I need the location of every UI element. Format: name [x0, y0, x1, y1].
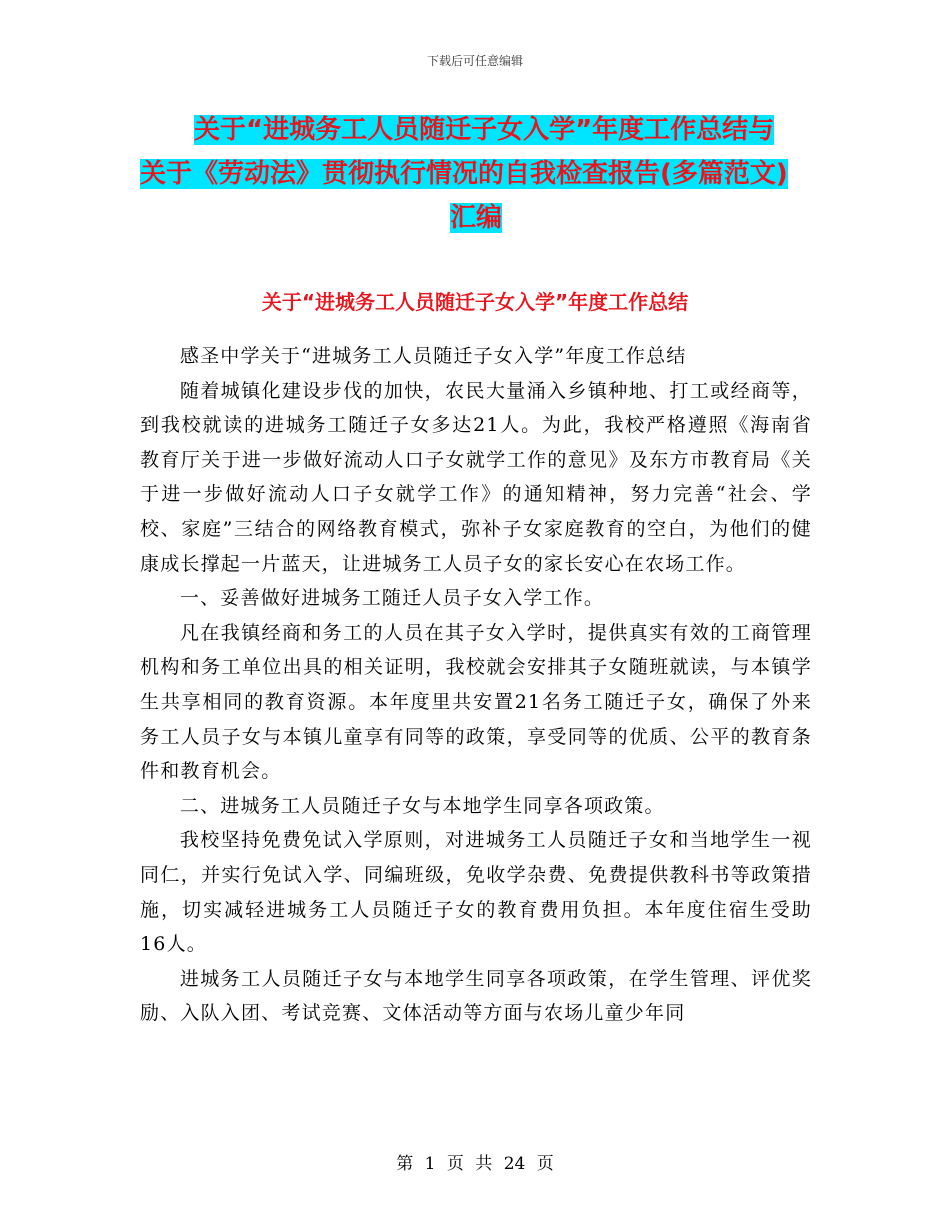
title-line-1: 关于“进城务工人员随迁子女入学”年度工作总结与 — [194, 115, 775, 145]
paragraph-intro: 随着城镇化建设步伐的加快，农民大量涌入乡镇种地、打工或经商等，到我校就读的进城务工随迁子女多达21人。为此，我校严格遵照《海南省教育厅关于进一步做好流动人口子女就学工作的意见》及东方市教育局《关于进一步做好流动人口子女就学工作》的通知精神，努力完善“社会、学校、家庭”三结合的网络教育模式，弥补子女家庭教育的空白，为他们的健康成长撑起一片蓝天，让进城务工人员子女的家长安心在农场工作。 — [140, 379, 812, 575]
header-note: 下载后可任意编辑 — [426, 54, 523, 68]
title-line-2: 关于《劳动法》贯彻执行情况的自我检查报告(多篇范文) — [140, 159, 788, 189]
body-text — [140, 339, 812, 1031]
paragraph-admission: 凡在我镇经商和务工的人员在其子女入学时，提供真实有效的工商管理机构和务工单位出具的相关证明，我校就会安排其子女随班就读，与本镇学生共享相同的教育资源。本年度里共安置21名务工随迁子女，确保了外来务工人员子女与本镇儿童享有同等的政策，享受同等的优质、公平的教育条件和教育机会。 — [140, 621, 812, 783]
paragraph-heading-2: 二、进城务工人员随迁子女与本地学生同享各项政策。 — [179, 794, 665, 817]
title-line-3: 汇编 — [449, 203, 502, 233]
page-footer: 第 1 页 共 24 页 — [396, 1154, 554, 1174]
paragraph-school-title: 感圣中学关于“进城务工人员随迁子女入学”年度工作总结 — [179, 345, 687, 367]
section-title: 关于“进城务工人员随迁子女入学”年度工作总结 — [261, 290, 689, 314]
paragraph-equal-policies: 进城务工人员随迁子女与本地学生同享各项政策，在学生管理、评优奖励、入队入团、考试竞赛、文体活动等方面与农场儿童少年同 — [140, 967, 812, 1025]
paragraph-heading-1: 一、妥善做好进城务工随迁人员子女入学工作。 — [179, 587, 605, 610]
document-title — [140, 108, 812, 240]
paragraph-free-admission: 我校坚持免费免试入学原则，对进城务工人员随迁子女和当地学生一视同仁，并实行免试入学、同编班级，免收学杂费、免费提供教科书等政策措施，切实减轻进城务工人员随迁子女的教育费用负担。本年度住宿生受助16人。 — [140, 829, 812, 956]
